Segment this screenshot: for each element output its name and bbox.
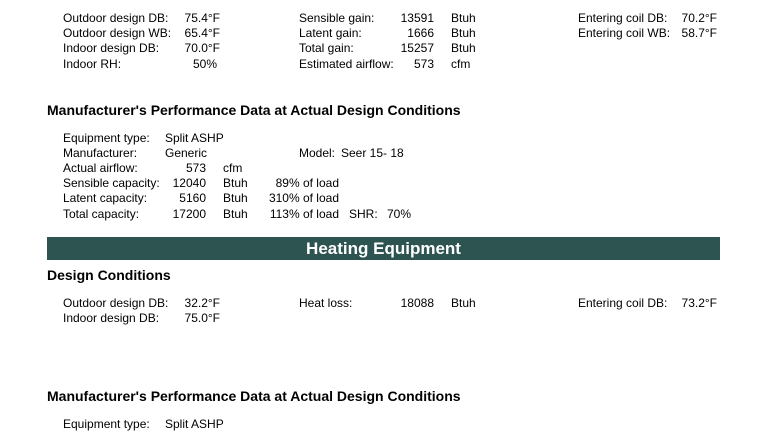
indoor-rh-value: 50% xyxy=(192,57,217,71)
equipment-type-value: Split ASHP xyxy=(165,131,224,145)
sensible-capacity-unit: Btuh xyxy=(223,176,248,190)
sensible-capacity-value: 12040 xyxy=(172,176,206,190)
heat-loss-unit: Btuh xyxy=(451,296,476,310)
airflow-unit: cfm xyxy=(451,57,471,71)
entering-wb-label: Entering coil WB: xyxy=(578,26,671,40)
actual-airflow-value: 573 xyxy=(185,161,206,175)
entering-db-value: 70.2°F xyxy=(681,11,717,25)
heating-entering-db-label: Entering coil DB: xyxy=(578,296,668,310)
heating-equipment-banner xyxy=(47,237,720,260)
sensible-capacity-label: Sensible capacity: xyxy=(63,176,160,190)
model-value: Seer 15- 18 xyxy=(341,146,404,160)
total-capacity-value: 17200 xyxy=(172,207,206,221)
heating-equipment-title: Heating Equipment xyxy=(306,239,461,258)
latent-gain-value: 1666 xyxy=(407,26,434,40)
heating-indoor-db-label: Indoor design DB: xyxy=(63,311,160,325)
heating-performance-heading: Manufacturer's Performance Data at Actual Design Conditions xyxy=(47,388,461,404)
sensible-gain-unit: Btuh xyxy=(451,11,476,25)
heating-equipment-type-value: Split ASHP xyxy=(165,417,224,431)
equipment-type-label: Equipment type: xyxy=(63,131,150,145)
shr-label: SHR: xyxy=(349,207,378,221)
heat-loss-label: Heat loss: xyxy=(299,296,353,310)
total-gain-unit: Btuh xyxy=(451,41,476,55)
total-gain-value: 15257 xyxy=(400,41,434,55)
sensible-gain-label: Sensible gain: xyxy=(299,11,375,25)
heating-outdoor-db-label: Outdoor design DB: xyxy=(63,296,169,310)
manufacturer-value: Generic xyxy=(165,146,208,160)
actual-airflow-unit: cfm xyxy=(223,161,243,175)
entering-db-label: Entering coil DB: xyxy=(578,11,668,25)
outdoor-wb-label: Outdoor design WB: xyxy=(63,26,172,40)
latent-gain-unit: Btuh xyxy=(451,26,476,40)
model-label: Model: xyxy=(299,146,336,160)
indoor-rh-label: Indoor RH: xyxy=(63,57,122,71)
sensible-load-percent: 89% of load xyxy=(275,176,339,190)
latent-capacity-value: 5160 xyxy=(179,191,206,205)
design-conditions-heading: Design Conditions xyxy=(47,267,171,283)
latent-capacity-label: Latent capacity: xyxy=(63,191,148,205)
outdoor-db-label: Outdoor design DB: xyxy=(63,11,169,25)
airflow-label: Estimated airflow: xyxy=(299,57,394,71)
outdoor-db-value: 75.4°F xyxy=(184,11,220,25)
entering-wb-value: 58.7°F xyxy=(681,26,717,40)
indoor-db-value: 70.0°F xyxy=(184,41,220,55)
manufacturer-label: Manufacturer: xyxy=(63,146,138,160)
indoor-db-label: Indoor design DB: xyxy=(63,41,160,55)
actual-airflow-label: Actual airflow: xyxy=(63,161,138,175)
latent-gain-label: Latent gain: xyxy=(299,26,362,40)
cooling-performance-heading: Manufacturer's Performance Data at Actual Design Conditions xyxy=(47,102,461,118)
total-load-percent: 113% of load xyxy=(269,207,339,221)
heating-indoor-db-value: 75.0°F xyxy=(184,311,220,325)
outdoor-wb-value: 65.4°F xyxy=(184,26,220,40)
latent-capacity-unit: Btuh xyxy=(223,191,248,205)
heating-outdoor-db-value: 32.2°F xyxy=(184,296,220,310)
heating-equipment-type-label: Equipment type: xyxy=(63,417,150,431)
total-capacity-label: Total capacity: xyxy=(63,207,140,221)
sensible-gain-value: 13591 xyxy=(400,11,434,25)
total-gain-label: Total gain: xyxy=(299,41,354,55)
heating-entering-db-value: 73.2°F xyxy=(681,296,717,310)
shr-value: 70% xyxy=(387,207,412,221)
airflow-value: 573 xyxy=(413,57,434,71)
total-capacity-unit: Btuh xyxy=(223,207,248,221)
heat-loss-value: 18088 xyxy=(400,296,434,310)
latent-load-percent: 310% of load xyxy=(268,191,339,205)
